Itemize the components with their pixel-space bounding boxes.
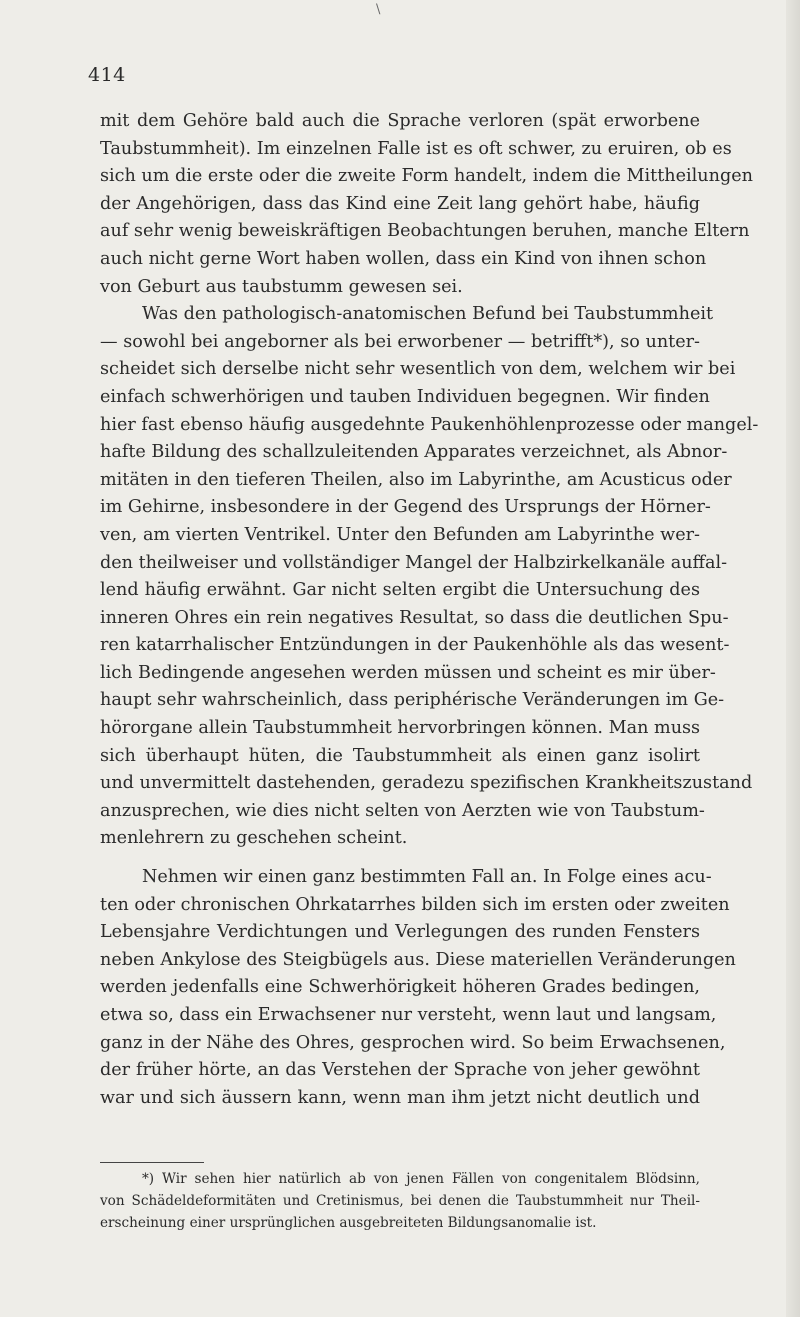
- text-line: hier fast ebenso häufig ausgedehnte Paukenhöhlenprozesse oder mangel-: [100, 414, 759, 435]
- paragraph-3: [100, 864, 736, 1112]
- paragraph-2: [100, 301, 759, 853]
- text-line: etwa so, dass ein Erwachsener nur versteht, wenn laut und langsam,: [100, 1005, 717, 1025]
- text-line: neben Ankylose des Steigbügels aus. Diese materiellen Veränderungen: [100, 949, 736, 970]
- text-line: der früher hörte, an das Verstehen der Sprache von jeher gewöhnt: [100, 1060, 700, 1081]
- text-line: im Gehirne, insbesondere in der Gegend des Ursprungs der Hörner-: [100, 497, 711, 518]
- text-line: ren katarrhalischer Entzündungen in der Paukenhöhle als das wesent-: [100, 635, 730, 656]
- footnote: [100, 1168, 700, 1234]
- body-text: [100, 108, 759, 1112]
- text-line: ven, am vierten Ventrikel. Unter den Befunden am Labyrinthe wer-: [100, 524, 700, 545]
- text-line: werden jedenfalls eine Schwerhörigkeit höheren Grades bedingen,: [100, 977, 700, 998]
- text-line: haupt sehr wahrscheinlich, dass periphérische Veränderungen im Ge-: [100, 690, 725, 711]
- text-line: anzusprechen, wie dies nicht selten von Aerzten wie von Taubstum-: [100, 800, 705, 821]
- text-line: mit dem Gehöre bald auch die Sprache verloren (spät erworbene: [100, 111, 700, 131]
- text-line: scheidet sich derselbe nicht sehr wesentlich von dem, welchem wir bei: [100, 359, 736, 380]
- text-line: einfach schwerhörigen und tauben Individuen begegnen. Wir finden: [100, 386, 710, 407]
- text-line: lich Bedingende angesehen werden müssen und scheint es mir über-: [100, 662, 716, 683]
- text-line: sich um die erste oder die zweite Form handelt, indem die Mittheilungen: [100, 166, 753, 187]
- text-line: menlehrern zu geschehen scheint.: [100, 828, 408, 849]
- page-number: 414: [88, 64, 126, 86]
- text-line: war und sich äussern kann, wenn man ihm jetzt nicht deutlich und: [100, 1087, 700, 1108]
- footnote-line: erscheinung einer ursprünglichen ausgebreiteten Bildungsanomalie ist.: [100, 1215, 597, 1231]
- text-line: Taubstummheit). Im einzelnen Falle ist es oft schwer, zu eruiren, ob es: [100, 138, 732, 159]
- text-line: und unvermittelt dastehenden, geradezu spezifischen Krankheitszustand: [100, 773, 753, 794]
- text-line: von Geburt aus taubstumm gewesen sei.: [100, 276, 463, 297]
- text-line: den theilweiser und vollständiger Mangel der Halbzirkelkanäle auffal-: [100, 552, 728, 573]
- text-line: auch nicht gerne Wort haben wollen, dass ein Kind von ihnen schon: [100, 248, 707, 269]
- text-line: Nehmen wir einen ganz bestimmten Fall an. In Folge eines acu-: [142, 867, 712, 888]
- text-line: mitäten in den tieferen Theilen, also im Labyrinthe, am Acusticus oder: [100, 469, 732, 490]
- footnote-divider: [100, 1162, 204, 1163]
- text-line: ganz in der Nähe des Ohres, gesprochen wird. So beim Erwachsenen,: [100, 1032, 726, 1053]
- text-line: ten oder chronischen Ohrkatarrhes bilden sich im ersten oder zweiten: [100, 894, 730, 915]
- text-line: der Angehörigen, dass das Kind eine Zeit lang gehört habe, häufig: [100, 193, 700, 214]
- text-line: auf sehr wenig beweiskräftigen Beobachtungen beruhen, manche Eltern: [100, 221, 750, 242]
- text-line: — sowohl bei angeborner als bei erworbener — betrifft*), so unter-: [100, 331, 700, 352]
- paragraph-gap: [100, 853, 700, 864]
- text-line: lend häufig erwähnt. Gar nicht selten ergibt die Untersuchung des: [100, 580, 700, 601]
- top-mark: \: [376, 2, 381, 17]
- text-line: hafte Bildung des schallzuleitenden Apparates verzeichnet, als Abnor-: [100, 442, 728, 463]
- page-edge-shadow: [786, 0, 800, 1317]
- text-line: Lebensjahre Verdichtungen und Verlegungen des runden Fensters: [100, 922, 700, 943]
- text-line: sich überhaupt hüten, die Taubstummheit als einen ganz isolirt: [100, 745, 700, 766]
- text-line: hörorgane allein Taubstummheit hervorbringen können. Man muss: [100, 718, 701, 739]
- text-line: Was den pathologisch-anatomischen Befund bei Taubstummheit: [142, 304, 714, 325]
- footnote-line: *) Wir sehen hier natürlich ab von jenen Fällen von congenitalem Blödsinn,: [142, 1171, 700, 1187]
- footnote-line: von Schädeldeformitäten und Cretinismus, bei denen die Taubstummheit nur Theil-: [100, 1193, 700, 1209]
- paragraph-1: [100, 108, 753, 301]
- text-line: inneren Ohres ein rein negatives Resultat, so dass die deutlichen Spu-: [100, 607, 729, 628]
